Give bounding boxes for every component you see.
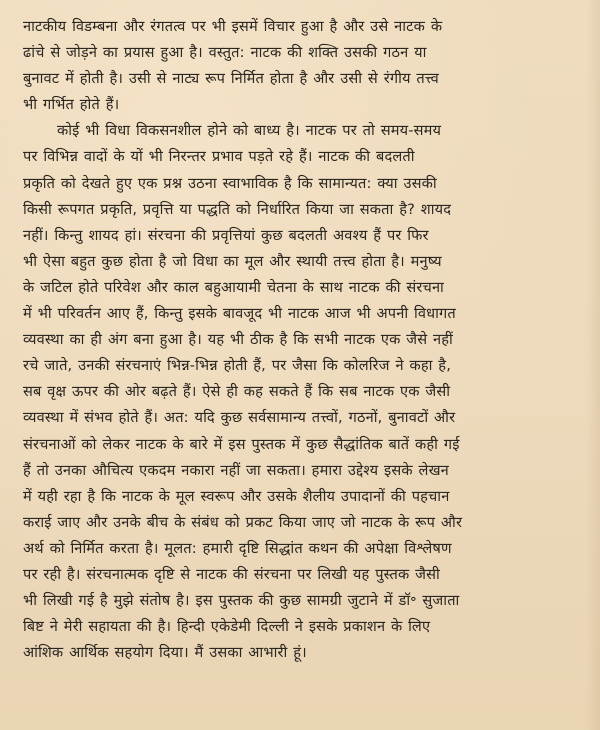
text-line: व्यवस्था का ही अंग बना हुआ है। यह भी ठीक है कि सभी नाटक एक जैसे नहीं bbox=[23, 331, 453, 349]
text-line: में यही रहा है कि नाटक के मूल स्वरूप और उसके शैलीय उपादानों की पहचान bbox=[23, 487, 450, 505]
text-line: बिष्ट ने मेरी सहायता की है। हिन्दी एकेडेमी दिल्ली ने इसके प्रकाशन के लिए bbox=[23, 618, 431, 636]
text-line: आंशिक आर्थिक सहयोग दिया। मैं उसका आभारी हूं। bbox=[23, 644, 307, 662]
text-line: प्रकृति को देखते हुए एक प्रश्न उठना स्वाभाविक है कि सामान्यत: क्या उसकी bbox=[23, 174, 437, 192]
text-line: पर रही है। संरचनात्मक दृष्टि से नाटक की संरचना पर लिखी यह पुस्तक जैसी bbox=[23, 565, 440, 583]
text-line: बुनावट में होती है। उसी से नाट्य रूप निर्मित होता है और उसी से रंगीय तत्त्व bbox=[23, 70, 439, 88]
text-line: व्यवस्था में संभव होते हैं। अत: यदि कुछ सर्वसामान्य तत्त्वों, गठनों, बुनावटों और bbox=[23, 409, 456, 427]
text-line: नाटकीय विडम्बना और रंगतत्व पर भी इसमें विचार हुआ है और उसे नाटक के bbox=[23, 18, 443, 35]
paragraph-start-line: कोई भी विधा विकसनशील होने को बाध्य है। नाटक पर तो समय-समय bbox=[57, 122, 442, 140]
text-line: रचे जाते, उनकी संरचनाएं भिन्न-भिन्न होती हैं, पर जैसा कि कोलरिज ने कहा है, bbox=[23, 357, 451, 375]
text-line: नहीं। किन्तु शायद हां। संरचना की प्रवृत्तियां कुछ बदलती अवश्य हैं पर फिर bbox=[23, 226, 429, 244]
text-line: किसी रूपगत प्रकृति, प्रवृत्ति या पद्धति को निर्धारित किया जा सकता है? शायद bbox=[23, 200, 452, 218]
text-line: कराई जाए और उनके बीच के संबंध को प्रकट किया जाए जो नाटक के रूप और bbox=[23, 513, 463, 531]
text-line: के जटिल होते परिवेश और काल बहुआयामी चेतना के साथ नाटक की संरचना bbox=[23, 278, 444, 296]
text-line: भी ऐसा बहुत कुछ होता है जो विधा का मूल और स्थायी तत्त्व होता है। मनुष्य bbox=[23, 252, 442, 270]
page-edge-shadow bbox=[586, 0, 600, 730]
text-line: में भी परिवर्तन आए हैं, किन्तु इसके बावजूद भी नाटक आज भी अपनी विधागत bbox=[23, 305, 456, 323]
text-line: ढांचे से जोड़ने का प्रयास हुआ है। वस्तुत: नाटक की शक्ति उसकी गठन या bbox=[23, 44, 427, 62]
text-line: सब वृक्ष ऊपर की ओर बढ़ते हैं। ऐसे ही कह सकते हैं कि सब नाटक एक जैसी bbox=[23, 383, 451, 401]
text-line: पर विभिन्न वादों के यों भी निरन्तर प्रभाव पड़ते रहे हैं। नाटक की बदलती bbox=[23, 148, 415, 166]
text-line: भी लिखी गई है मुझे संतोष है। इस पुस्तक की कुछ सामग्री जुटाने में डॉ॰ सुजाता bbox=[23, 592, 460, 610]
body-text bbox=[23, 14, 583, 666]
text-line: संरचनाओं को लेकर नाटक के बारे में इस पुस्तक में कुछ सैद्धांतिक बातें कही गई bbox=[23, 435, 460, 453]
text-line: भी गर्भित होते हैं। bbox=[23, 96, 120, 114]
text-line: हैं तो उनका औचित्य एकदम नकारा नहीं जा सकता। हमारा उद्देश्य इसके लेखन bbox=[23, 461, 449, 479]
text-line: अर्थ को निर्मित करता है। मूलत: हमारी दृष्टि सिद्धांत कथन की अपेक्षा विश्लेषण bbox=[23, 539, 452, 557]
